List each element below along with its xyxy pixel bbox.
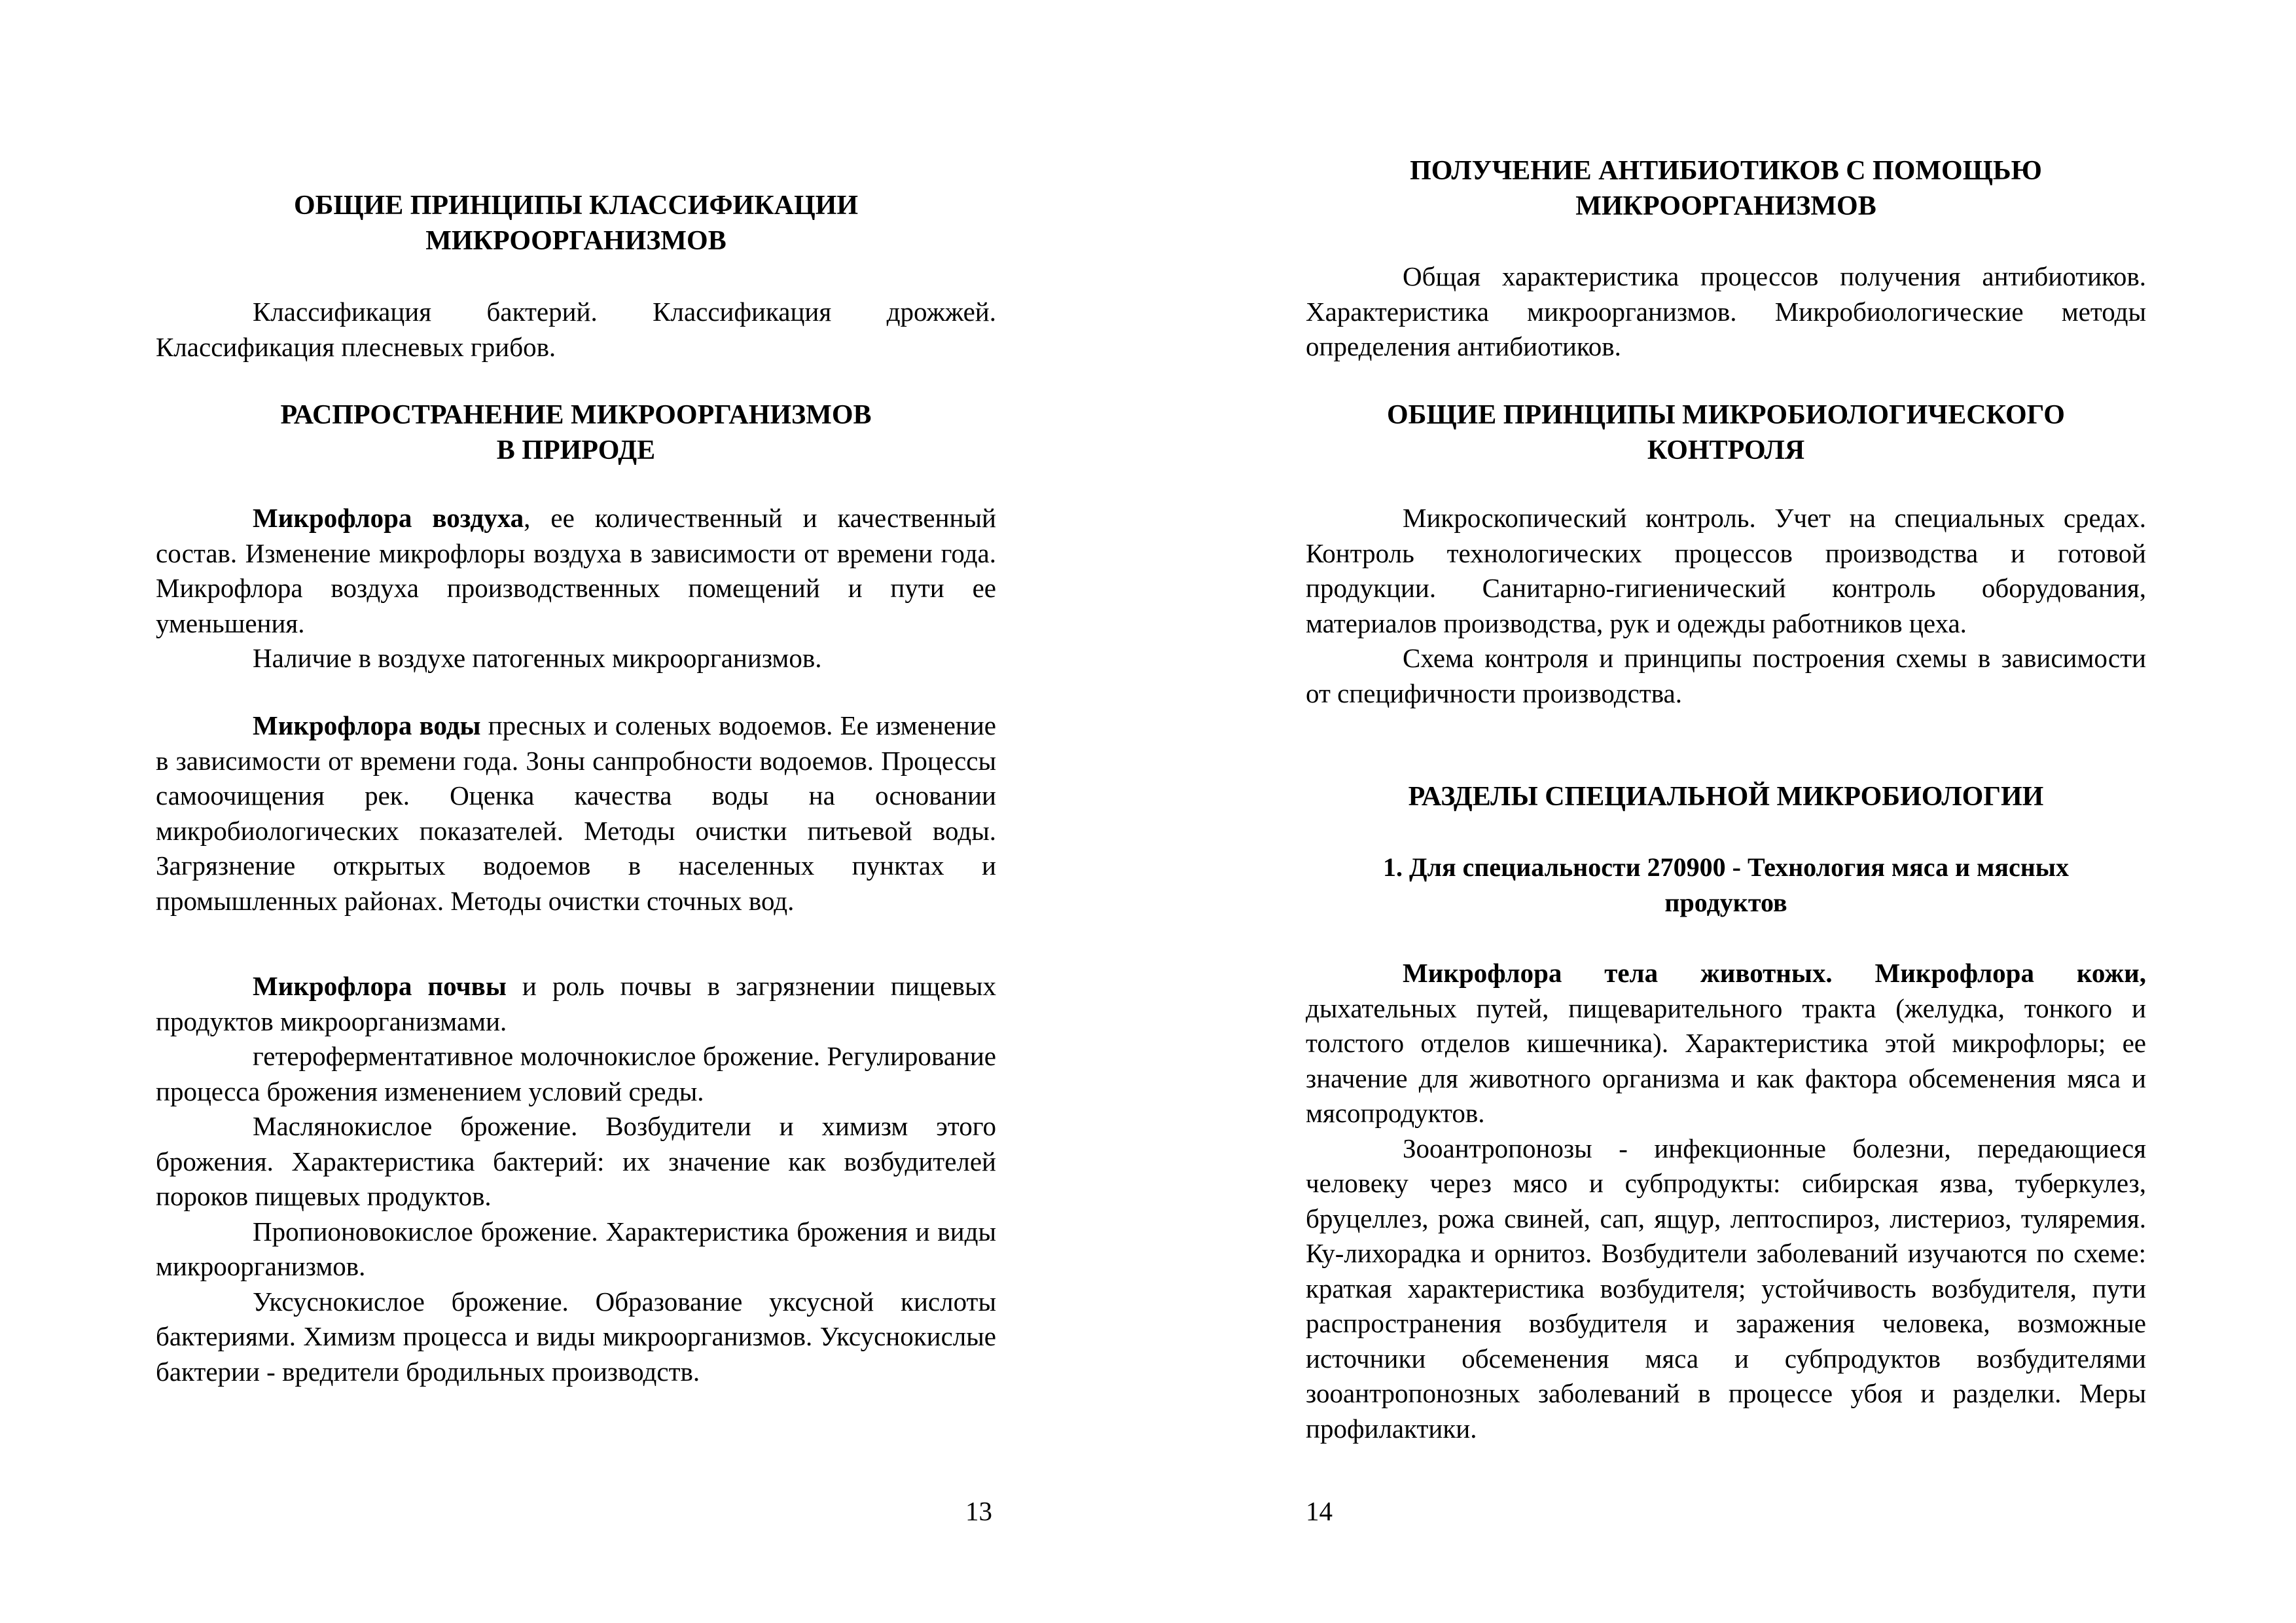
heading-line: продуктов — [1664, 888, 1787, 917]
paragraph-microscopic-control: Микроскопический контроль. Учет на специальных средах. Контроль технологических процессов производства и готовой продукции. Санитарно-гигиенический контроль оборудования, материалов производства, рук и одежды работников цеха. — [1306, 503, 2146, 638]
paragraph-animals-text: дыхательных путей, пищеварительного тракта (желудка, тонкого и толстого отделов кишечника). Характеристика этой микрофлоры; ее значение для животного организма и как фактора обсеменения мяса и мясопродуктов. — [1306, 993, 2146, 1128]
heading-line: КОНТРОЛЯ — [1647, 435, 1805, 465]
paragraph-air-pathogens: Наличие в воздухе патогенных микроорганизмов. — [253, 643, 822, 673]
term-animals: Микрофлора тела животных. Микрофлора кожи, — [1403, 958, 2146, 988]
paragraph-control-scheme: Схема контроля и принципы построения схемы в зависимости от специфичности производства. — [1306, 643, 2146, 708]
section-soil — [156, 969, 996, 1389]
heading-line: 1. Для специальности 270900 - Технология мяса и мясных — [1382, 852, 2070, 882]
paragraph-hetero: гетероферментативное молочнокислое брожение. Регулирование процесса брожения изменением условий среды. — [156, 1041, 996, 1106]
right-heading-control — [1306, 397, 2146, 468]
term-soil: Микрофлора почвы — [253, 971, 507, 1001]
right-page — [1306, 0, 2146, 1623]
paragraph-antibiotics: Общая характеристика процессов получения антибиотиков. Характеристика микроорганизмов. Микробиологические методы определения антибиотиков. — [1306, 261, 2146, 361]
paragraph-water — [156, 708, 996, 919]
right-heading-antibiotics — [1306, 153, 2146, 224]
paragraph-propionic: Пропионовокислое брожение. Характеристика брожения и виды микроорганизмов. — [156, 1216, 996, 1281]
paragraph-classification: Классификация бактерий. Классификация дрожжей. Классификация плесневых грибов. — [156, 297, 996, 362]
paragraph-air — [156, 501, 996, 641]
paragraph-butyric: Маслянокислое брожение. Возбудители и химизм этого брожения. Характеристика бактерий: их значение как возбудителей пороков пищевых продуктов. — [156, 1111, 996, 1211]
section-air — [156, 501, 996, 676]
section-control — [1306, 501, 2146, 711]
heading-line: В ПРИРОДЕ — [496, 435, 656, 465]
heading-line: ПОЛУЧЕНИЕ АНТИБИОТИКОВ С ПОМОЩЬЮ — [1410, 156, 2042, 186]
left-page — [156, 0, 996, 1623]
paragraph-animals — [1306, 956, 2146, 1131]
subheading-specialty — [1306, 850, 2146, 921]
page-number-left: 13 — [965, 1496, 992, 1526]
left-heading-classification — [156, 188, 996, 259]
paragraph-zooanthroponoses: Зооантропонозы - инфекционные болезни, передающиеся человеку через мясо и субпродукты: сибирская язва, туберкулез, бруцеллез, рожа свиней, сап, ящур, лептоспироз, листериоз, туляремия. Ку-лихорадка и орнитоз. Возбудители заболеваний изучаются по схеме: краткая характеристика возбудителя; устойчивость возбудителя, пути распространения возбудителя и заражения человека, возможные источники обсеменения мяса и субпродуктов возбудителями зооантропонозных заболеваний в процессе убоя и разделки. Меры профилактики. — [1306, 1133, 2146, 1444]
paragraph-air-text: , ее количественный и качественный состав. Изменение микрофлоры воздуха в зависимости от времени года. Микрофлора воздуха производственных помещений и пути ее уменьшения. — [156, 503, 996, 638]
paragraph-acetic: Уксуснокислое брожение. Образование уксусной кислоты бактериями. Химизм процесса и виды микроорганизмов. Уксуснокислые бактерии - вредители бродильных производств. — [156, 1286, 996, 1387]
heading-line: МИКРООРГАНИЗМОВ — [425, 226, 726, 256]
term-air: Микрофлора воздуха — [253, 503, 524, 533]
heading-line: МИКРООРГАНИЗМОВ — [1575, 191, 1876, 221]
heading-line: ОБЩИЕ ПРИНЦИПЫ МИКРОБИОЛОГИЧЕСКОГО — [1387, 400, 2065, 430]
left-heading-distribution — [156, 397, 996, 468]
paragraph-soil — [156, 969, 996, 1039]
section-animals — [1306, 956, 2146, 1446]
paragraph-soil-text: и роль почвы в загрязнении пищевых продуктов микроорганизмами. — [156, 971, 996, 1036]
right-heading-special-sections: РАЗДЕЛЫ СПЕЦИАЛЬНОЙ МИКРОБИОЛОГИИ — [1408, 782, 2044, 812]
heading-line: РАСПРОСТРАНЕНИЕ МИКРООРГАНИЗМОВ — [280, 400, 872, 430]
paragraph-water-text: пресных и соленых водоемов. Ее изменение в зависимости от времени года. Зоны санпробности водоемов. Процессы самоочищения рек. Оценка качества воды на основании микробиологических показателей. Методы очистки питьевой воды. Загрязнение открытых водоемов в населенных пунктах и промышленных районах. Методы очистки сточных вод. — [156, 710, 996, 916]
term-water: Микрофлора воды — [253, 710, 481, 740]
heading-line: ОБЩИЕ ПРИНЦИПЫ КЛАССИФИКАЦИИ — [293, 191, 858, 221]
page-number-right: 14 — [1306, 1496, 1333, 1526]
